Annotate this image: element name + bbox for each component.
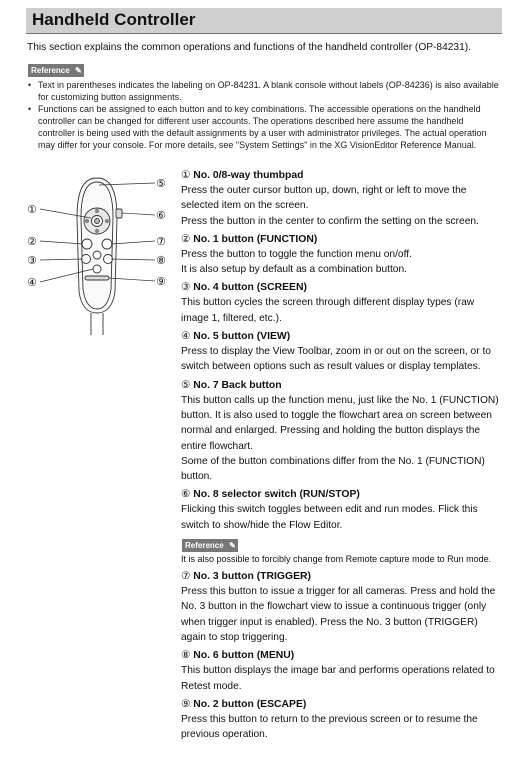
- callout-9: ⑨: [156, 275, 166, 288]
- page-title: Handheld Controller: [32, 10, 196, 29]
- item-text: when trigger input is enabled). Press the No. 3 button (TRIGGER): [181, 616, 478, 628]
- callout-3: ③: [27, 254, 37, 267]
- item-text: Retest mode.: [181, 680, 242, 692]
- item-number: ⑥: [181, 489, 191, 501]
- item-text: Press this button to return to the previous screen or to resume the: [181, 713, 478, 725]
- item-text: image 1, filtered, etc.).: [181, 312, 282, 324]
- callout-7: ⑦: [156, 235, 166, 248]
- item-text: This button calls up the function menu, just like the No. 1 (FUNCTION): [181, 394, 499, 406]
- item-thumbpad: [181, 169, 501, 229]
- item-menu-button: [181, 649, 501, 694]
- reference-badge: [28, 64, 84, 77]
- bullet-dot: •: [28, 80, 32, 90]
- bullet-line: controller is being used with the default assignments by a user with administrator privileges. The actual operation: [38, 128, 487, 138]
- item-text: Flicking this switch toggles between edit and run modes. Flick this: [181, 504, 478, 516]
- item-view-button: [181, 330, 501, 375]
- item-text: switch between options such as result values or display templates.: [181, 361, 481, 373]
- callout-5: ⑤: [156, 177, 166, 190]
- bullet-line: for customizing button assignments.: [38, 92, 182, 102]
- item-number: ④: [181, 331, 191, 343]
- reference-label: Reference: [31, 66, 70, 75]
- item-text: previous operation.: [181, 729, 268, 741]
- item-text: Press the outer cursor button up, down, right or left to move the: [181, 185, 467, 196]
- list-item: [27, 103, 505, 151]
- reference-label: Reference: [185, 541, 224, 551]
- item-title: No. 7 Back button: [193, 379, 282, 391]
- item-title: No. 5 button (VIEW): [193, 331, 291, 343]
- item-back-button: [181, 379, 501, 485]
- item-escape-button: [181, 698, 501, 743]
- note-text: It is also possible to forcibly change from Remote capture mode to Run mode.: [181, 554, 492, 565]
- list-item: [27, 79, 505, 103]
- item-text: Press this button to issue a trigger for all cameras. Press and hold the: [181, 586, 496, 598]
- pencil-icon: ✎: [74, 66, 82, 75]
- item-text: again to stop triggering.: [181, 631, 288, 643]
- item-text: Press the button to toggle the function menu on/off.: [181, 248, 412, 260]
- item-text: This button displays the image bar and performs operations related to: [181, 665, 495, 677]
- item-title: No. 8 selector switch (RUN/STOP): [193, 489, 360, 501]
- bullet-line: may differ for your console. For more details, see "System Settings" in the XG VisionEditor Reference Manual.: [38, 140, 477, 150]
- callout-4: ④: [27, 276, 37, 289]
- item-text: Press the button in the center to confirm the setting on the screen.: [181, 215, 479, 227]
- item-text: selected item on the screen.: [181, 200, 309, 212]
- section-title-bar: [26, 8, 502, 34]
- item-trigger-button: [181, 570, 501, 645]
- item-text: Some of the button combinations differ from the No. 1 (FUNCTION): [181, 455, 485, 467]
- item-number: ②: [181, 233, 191, 245]
- item-selector-switch: [181, 488, 501, 533]
- item-title: No. 4 button (SCREEN): [193, 282, 307, 294]
- callout-2: ②: [27, 235, 37, 248]
- item-text: Press to display the View Toolbar, zoom in or out on the screen, or to: [181, 346, 491, 358]
- controller-diagram: [25, 173, 180, 348]
- item-title: No. 1 button (FUNCTION): [193, 233, 318, 245]
- reference-badge: [182, 539, 238, 552]
- item-function-button: [181, 233, 501, 278]
- controller-illustration: [25, 173, 180, 348]
- item-text: normal and enlarged. Pressing and holding the button displays the: [181, 425, 481, 437]
- item-title: No. 2 button (ESCAPE): [193, 698, 307, 710]
- item-screen-button: [181, 281, 501, 326]
- item-title: No. 3 button (TRIGGER): [193, 571, 311, 583]
- item-title: No. 6 button (MENU): [193, 650, 295, 662]
- item-number: ⑤: [181, 379, 191, 391]
- item-number: ⑨: [181, 698, 191, 710]
- item-number: ③: [181, 282, 191, 294]
- bullet-line: controller can be changed for different user accounts. The operations described here assume the handheld: [38, 116, 464, 126]
- item-title: No. 0/8-way thumbpad: [193, 170, 304, 181]
- bullet-line: Functions can be assigned to each button and to key combinations. The accessible operations on the handheld: [38, 104, 481, 114]
- callout-1: ①: [27, 203, 37, 216]
- item-text: No. 3 button in the flowchart view to issue a continuous trigger (only: [181, 601, 487, 613]
- bullet-dot: •: [28, 104, 32, 114]
- item-text: switch to show/hide the Flow Editor.: [181, 519, 343, 531]
- item-text: entire flowchart.: [181, 440, 253, 452]
- item-text: button. It is also used to toggle the flowchart area on screen between: [181, 409, 492, 421]
- item-number: ⑧: [181, 650, 191, 662]
- item-number: ⑦: [181, 571, 191, 583]
- item-number: ①: [181, 170, 191, 181]
- bullet-line: Text in parentheses indicates the labeling on OP-84231. A blank console without labels (OP-84236) is also available: [38, 80, 499, 90]
- intro-text: This section explains the common operations and functions of the handheld controller (OP-84231).: [27, 42, 471, 53]
- item-text: button.: [181, 471, 213, 483]
- reference-bullets: [27, 79, 505, 151]
- callout-6: ⑥: [156, 209, 166, 222]
- callout-8: ⑧: [156, 254, 166, 267]
- item-text: It is also setup by default as a combination button.: [181, 264, 407, 276]
- reference-note: [181, 539, 501, 552]
- item-text: This button cycles the screen through different display types (raw: [181, 297, 475, 309]
- function-descriptions: [181, 165, 501, 742]
- pencil-icon: ✎: [228, 541, 236, 551]
